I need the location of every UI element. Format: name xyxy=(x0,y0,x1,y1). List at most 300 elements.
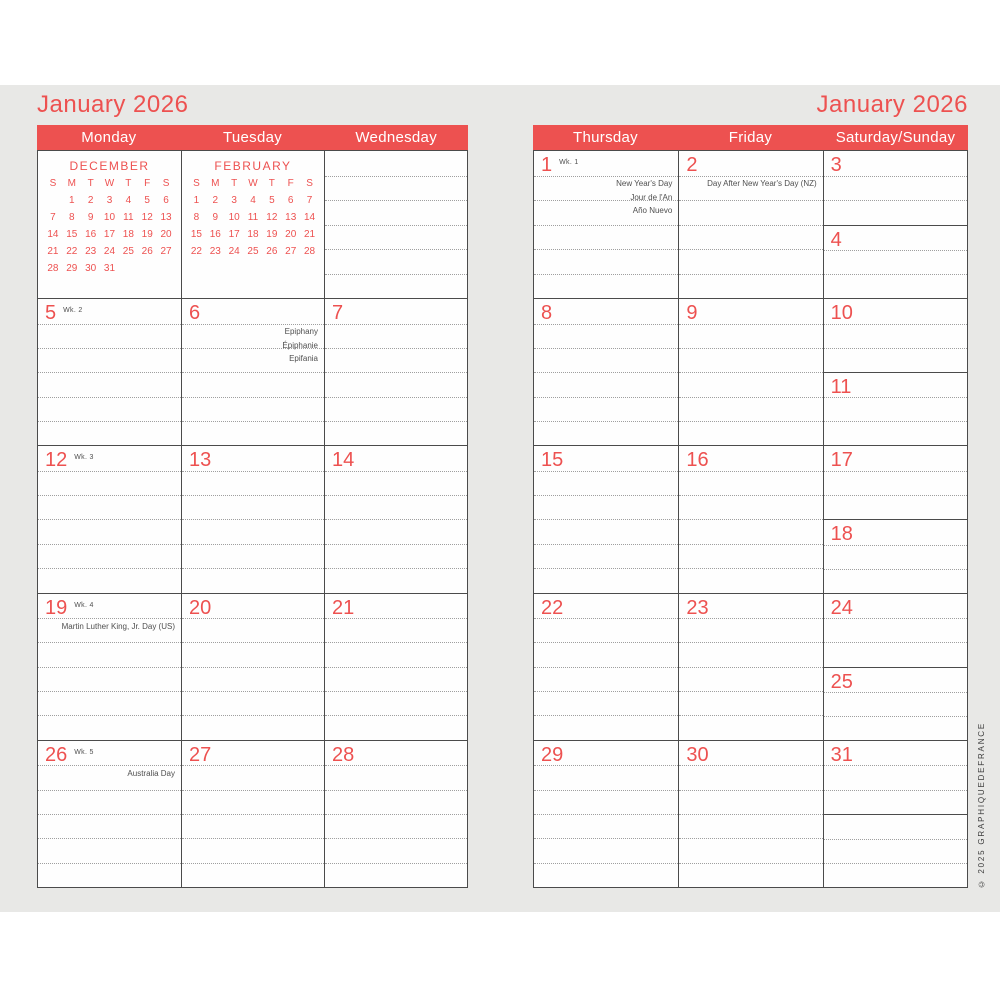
ruled-line xyxy=(38,544,181,545)
date-label xyxy=(831,376,852,399)
left-page xyxy=(37,85,468,912)
mini-date-number: 7 xyxy=(50,212,56,223)
ruled-line xyxy=(824,569,967,570)
mini-date-number: 9 xyxy=(87,212,94,223)
date-label xyxy=(45,744,94,767)
mini-date-number: 10 xyxy=(228,212,240,223)
date-label xyxy=(831,229,842,252)
weekend-cell xyxy=(823,740,967,887)
ruled-line xyxy=(182,642,324,643)
day-cell xyxy=(678,298,822,445)
mini-date-number: 13 xyxy=(160,212,172,223)
mini-date-number: 4 xyxy=(250,195,256,206)
mini-date-number: 9 xyxy=(212,212,219,223)
mini-date-number: 16 xyxy=(209,229,221,240)
ruled-cell xyxy=(324,151,467,298)
mini-date-number: 19 xyxy=(141,229,153,240)
mini-date-number xyxy=(157,260,176,277)
mini-date-number: 11 xyxy=(123,212,134,223)
mini-date-number: 23 xyxy=(85,246,97,257)
weekend-cell xyxy=(823,593,967,740)
mini-calendar-title: DECEMBER xyxy=(69,159,150,173)
ruled-line xyxy=(679,544,822,545)
sunday-half-cell xyxy=(824,372,967,445)
ruled-line xyxy=(325,200,467,201)
day-cell xyxy=(678,740,822,887)
ruled-line xyxy=(824,176,967,177)
mini-date-number: 13 xyxy=(285,212,297,223)
ruled-line xyxy=(325,814,467,815)
ruled-line xyxy=(679,814,822,815)
ruled-line xyxy=(534,519,678,520)
day-cell xyxy=(324,445,467,592)
date-label xyxy=(45,597,94,620)
mini-weekday-label: S xyxy=(306,178,313,189)
date-number: 17 xyxy=(830,449,853,472)
mini-weekday-label: S xyxy=(193,178,200,189)
week-number-label: Wk. 4 xyxy=(74,601,94,609)
ruled-line xyxy=(679,790,822,791)
mini-weekday-label: S xyxy=(162,178,170,189)
day-cell xyxy=(324,298,467,445)
ruled-line xyxy=(824,348,967,349)
mini-calendar-title: FEBRUARY xyxy=(214,159,292,173)
mini-date-number: 28 xyxy=(47,263,59,274)
ruled-line xyxy=(182,519,324,520)
ruled-line xyxy=(325,715,467,716)
saturday-half-cell xyxy=(824,299,967,372)
holiday-label: Martin Luther King, Jr. Day (US) xyxy=(61,621,175,631)
mini-date-number: 22 xyxy=(190,246,202,257)
date-label xyxy=(541,744,563,767)
mini-date-number: 10 xyxy=(103,212,116,223)
ruled-line xyxy=(182,863,324,864)
ruled-line xyxy=(182,544,324,545)
date-number: 24 xyxy=(830,596,853,619)
ruled-line xyxy=(182,838,324,839)
mini-date-number: 26 xyxy=(266,246,278,257)
ruled-line xyxy=(534,715,678,716)
mini-date-number: 8 xyxy=(68,212,75,223)
date-label xyxy=(831,744,853,767)
ruled-line xyxy=(38,348,181,349)
ruled-line xyxy=(679,667,822,668)
day-cell xyxy=(181,298,324,445)
sunday-half-cell xyxy=(824,667,967,740)
ruled-line xyxy=(679,838,822,839)
day-cell xyxy=(324,593,467,740)
ruled-line xyxy=(679,863,822,864)
ruled-line xyxy=(824,200,967,201)
ruled-line xyxy=(325,324,467,325)
calendar-grid-left xyxy=(37,150,468,888)
holiday-label: Australia Day xyxy=(127,768,175,778)
date-label xyxy=(332,449,354,472)
day-cell xyxy=(534,151,678,298)
date-number: 10 xyxy=(830,302,853,325)
date-number: 30 xyxy=(686,743,709,766)
date-label xyxy=(541,449,563,472)
ruled-line xyxy=(325,397,467,398)
date-number: 9 xyxy=(686,302,698,325)
weekday-header-tuesday: Tuesday xyxy=(222,129,283,146)
ruled-line xyxy=(679,642,822,643)
weekend-cell xyxy=(823,298,967,445)
mini-date-number: 19 xyxy=(266,229,278,240)
holiday-labels xyxy=(62,620,175,634)
mini-date-number: 29 xyxy=(66,263,78,274)
date-number: 18 xyxy=(830,523,853,546)
ruled-line xyxy=(679,495,822,496)
date-number: 25 xyxy=(830,670,853,693)
mini-date-number: 23 xyxy=(209,246,221,257)
mini-date-number: 5 xyxy=(144,195,150,206)
holiday-label: Jour de l'An xyxy=(630,192,673,202)
holiday-label: Épiphanie xyxy=(282,340,318,350)
right-page xyxy=(533,85,968,912)
ruled-line xyxy=(38,495,181,496)
date-number: 21 xyxy=(332,596,355,619)
date-label xyxy=(45,449,94,472)
ruled-line xyxy=(824,839,967,840)
saturday-half-cell xyxy=(824,741,967,814)
ruled-line xyxy=(182,397,324,398)
holiday-labels xyxy=(282,325,318,366)
mini-date-number xyxy=(138,260,157,277)
week-number-label: Wk. 5 xyxy=(74,748,94,756)
mini-date-number: 25 xyxy=(122,246,134,257)
ruled-line xyxy=(325,249,467,250)
ruled-line xyxy=(38,397,181,398)
day-cell xyxy=(534,593,678,740)
day-cell xyxy=(38,593,181,740)
ruled-line xyxy=(182,568,324,569)
ruled-line xyxy=(534,642,678,643)
weekday-header-thursday: Thursday xyxy=(573,129,638,146)
ruled-line xyxy=(38,838,181,839)
saturday-half-cell xyxy=(824,151,967,225)
date-number: 28 xyxy=(332,743,355,766)
ruled-line xyxy=(534,863,678,864)
day-cell xyxy=(678,593,822,740)
mini-date-number: 15 xyxy=(66,229,78,240)
ruled-line xyxy=(679,274,822,275)
day-cell xyxy=(534,740,678,887)
holiday-label: Day After New Year's Day (NZ) xyxy=(707,179,817,188)
ruled-line xyxy=(824,863,967,864)
date-number: 14 xyxy=(332,449,355,472)
date-label xyxy=(831,597,853,620)
ruled-line xyxy=(325,519,467,520)
mini-date-number: 24 xyxy=(103,246,116,257)
ruled-line xyxy=(679,519,822,520)
mini-date-number: 27 xyxy=(160,246,172,257)
weekday-header-wednesday: Wednesday xyxy=(355,129,437,146)
mini-date-number: 11 xyxy=(247,212,259,223)
day-cell xyxy=(534,445,678,592)
ruled-line xyxy=(325,863,467,864)
ruled-line xyxy=(182,691,324,692)
date-number: 7 xyxy=(332,302,344,325)
ruled-line xyxy=(534,790,678,791)
planner-spread-background xyxy=(0,85,1000,912)
mini-weekday-label: W xyxy=(104,178,115,189)
mini-weekday-label: W xyxy=(248,178,258,189)
date-number: 13 xyxy=(189,449,212,472)
mini-date-number: 3 xyxy=(231,195,237,206)
date-label xyxy=(332,302,343,325)
ruled-line xyxy=(325,348,467,349)
ruled-line xyxy=(534,372,678,373)
ruled-line xyxy=(534,495,678,496)
ruled-line xyxy=(534,274,678,275)
ruled-line xyxy=(824,421,967,422)
ruled-line xyxy=(325,176,467,177)
ruled-line xyxy=(534,838,678,839)
week-number-label: Wk. 1 xyxy=(559,159,579,166)
mini-date-number: 30 xyxy=(85,263,97,274)
weekday-header-saturday-sunday: Saturday/Sunday xyxy=(835,129,956,146)
mini-date-number: 18 xyxy=(247,229,259,240)
date-number: 11 xyxy=(830,376,852,399)
ruled-line xyxy=(824,250,967,251)
date-label xyxy=(332,744,354,767)
mini-calendar-grid xyxy=(44,175,176,277)
ruled-line xyxy=(38,568,181,569)
date-label xyxy=(541,302,552,325)
mini-date-number: 6 xyxy=(163,195,169,206)
ruled-line xyxy=(534,667,678,668)
date-number: 5 xyxy=(45,302,57,325)
mini-date-number: 12 xyxy=(141,212,153,223)
mini-weekday-label: F xyxy=(144,178,151,189)
mini-date-number xyxy=(44,192,63,209)
ruled-line xyxy=(534,544,678,545)
ruled-line xyxy=(38,863,181,864)
date-label xyxy=(831,154,842,177)
page-title-right: January 2026 xyxy=(816,91,968,118)
mini-weekday-label: T xyxy=(125,178,132,189)
ruled-line xyxy=(325,667,467,668)
date-label xyxy=(686,597,708,620)
date-label xyxy=(541,154,579,177)
ruled-line xyxy=(534,225,678,226)
date-label xyxy=(45,302,83,325)
mini-date-number: 21 xyxy=(304,229,316,240)
saturday-half-cell xyxy=(824,446,967,519)
date-label xyxy=(189,744,211,767)
mini-weekday-label: M xyxy=(67,178,76,189)
mini-date-number: 2 xyxy=(212,195,219,206)
date-number: 6 xyxy=(189,302,201,325)
date-number: 4 xyxy=(830,228,842,251)
ruled-line xyxy=(824,716,967,717)
sunday-half-cell xyxy=(824,519,967,592)
mini-date-number: 17 xyxy=(103,229,116,240)
date-label xyxy=(831,449,853,472)
ruled-line xyxy=(824,495,967,496)
ruled-line xyxy=(182,790,324,791)
mini-calendar-grid xyxy=(187,175,319,260)
date-label xyxy=(541,597,563,620)
date-number: 1 xyxy=(541,154,553,176)
holiday-labels xyxy=(127,767,175,781)
ruled-line xyxy=(679,200,822,201)
date-number: 29 xyxy=(541,743,564,766)
date-label xyxy=(686,744,708,767)
date-number: 31 xyxy=(830,743,853,766)
holiday-label: Epifania xyxy=(289,354,318,364)
weekend-cell xyxy=(823,445,967,592)
date-label xyxy=(831,523,853,546)
mini-date-number: 15 xyxy=(190,229,202,240)
ruled-line xyxy=(182,667,324,668)
ruled-line xyxy=(679,225,822,226)
ruled-line xyxy=(679,372,822,373)
date-number: 26 xyxy=(45,743,68,766)
holiday-label: New Year's Day xyxy=(616,179,673,188)
holiday-labels xyxy=(707,177,817,191)
sunday-half-cell xyxy=(824,225,967,299)
calendar-grid-right xyxy=(533,150,968,888)
mini-date-number: 1 xyxy=(193,195,200,206)
mini-weekday-label: T xyxy=(268,178,275,189)
mini-weekday-label: M xyxy=(211,178,220,189)
day-cell xyxy=(678,151,822,298)
day-cell xyxy=(38,298,181,445)
date-number: 22 xyxy=(541,596,564,619)
mini-weekday-label: F xyxy=(287,178,294,189)
date-number: 16 xyxy=(686,449,709,472)
ruled-line xyxy=(679,324,822,325)
ruled-line xyxy=(824,790,967,791)
mini-date-number: 25 xyxy=(247,246,259,257)
mini-date-number: 3 xyxy=(106,195,113,206)
date-label xyxy=(831,671,853,694)
date-label xyxy=(686,449,708,472)
ruled-line xyxy=(325,495,467,496)
mini-weekday-label: S xyxy=(49,178,57,189)
weekend-cell xyxy=(823,151,967,298)
day-cell xyxy=(181,740,324,887)
ruled-line xyxy=(679,568,822,569)
mini-date-number: 7 xyxy=(306,195,313,206)
saturday-half-cell xyxy=(824,594,967,667)
mini-date-number: 1 xyxy=(68,195,75,206)
mini-calendar xyxy=(187,159,319,260)
mini-date-number: 12 xyxy=(266,212,278,223)
date-label xyxy=(189,302,200,325)
ruled-line xyxy=(325,421,467,422)
mini-date-number: 22 xyxy=(66,246,78,257)
mini-calendar xyxy=(44,159,176,277)
week-number-label: Wk. 3 xyxy=(74,454,94,462)
ruled-line xyxy=(325,691,467,692)
ruled-line xyxy=(679,691,822,692)
ruled-line xyxy=(182,495,324,496)
day-cell xyxy=(181,593,324,740)
ruled-line xyxy=(824,274,967,275)
ruled-line xyxy=(534,397,678,398)
holiday-label: Año Nuevo xyxy=(632,206,673,215)
day-cell xyxy=(324,740,467,887)
date-number: 12 xyxy=(45,449,68,472)
date-number: 8 xyxy=(541,302,553,325)
weekday-header-monday: Monday xyxy=(81,129,137,146)
weekday-header-bar-right xyxy=(533,125,968,150)
ruled-line xyxy=(679,421,822,422)
mini-date-number: 16 xyxy=(85,229,97,240)
ruled-line xyxy=(38,519,181,520)
mini-date-number: 31 xyxy=(103,263,116,274)
ruled-line xyxy=(38,667,181,668)
date-label xyxy=(332,597,354,620)
ruled-line xyxy=(534,249,678,250)
ruled-line xyxy=(38,421,181,422)
mini-date-number xyxy=(119,260,138,277)
mini-calendar-cell xyxy=(38,151,181,298)
mini-date-number: 26 xyxy=(141,246,153,257)
mini-date-number: 14 xyxy=(304,212,316,223)
date-label xyxy=(189,597,211,620)
date-number: 27 xyxy=(189,743,212,766)
ruled-line xyxy=(38,372,181,373)
ruled-line xyxy=(38,790,181,791)
ruled-line xyxy=(182,715,324,716)
ruled-line xyxy=(679,348,822,349)
mini-date-number: 24 xyxy=(228,246,240,257)
day-cell xyxy=(38,740,181,887)
mini-date-number: 4 xyxy=(125,195,132,206)
date-label xyxy=(189,449,211,472)
page-title-left: January 2026 xyxy=(37,91,189,118)
mini-date-number: 5 xyxy=(269,195,275,206)
ruled-line xyxy=(824,642,967,643)
date-number: 15 xyxy=(541,449,564,472)
ruled-line xyxy=(38,814,181,815)
ruled-line xyxy=(534,348,678,349)
ruled-line xyxy=(534,421,678,422)
date-label xyxy=(686,154,697,177)
ruled-line xyxy=(325,568,467,569)
ruled-line xyxy=(325,838,467,839)
mini-date-number: 17 xyxy=(228,229,240,240)
mini-calendar-cell xyxy=(181,151,324,298)
date-number: 19 xyxy=(45,596,68,619)
date-number: 20 xyxy=(189,596,212,619)
mini-date-number: 28 xyxy=(304,246,316,257)
ruled-line xyxy=(182,421,324,422)
ruled-line xyxy=(679,715,822,716)
week-number-label: Wk. 2 xyxy=(63,307,83,315)
weekday-header-friday: Friday xyxy=(728,129,773,146)
date-label xyxy=(831,302,853,325)
mini-date-number: 2 xyxy=(87,195,94,206)
ruled-line xyxy=(38,691,181,692)
ruled-line xyxy=(182,372,324,373)
ruled-line xyxy=(325,225,467,226)
ruled-line xyxy=(182,814,324,815)
day-cell xyxy=(38,445,181,592)
ruled-line xyxy=(325,274,467,275)
mini-date-number: 8 xyxy=(193,212,200,223)
ruled-line xyxy=(38,642,181,643)
ruled-line xyxy=(534,568,678,569)
date-number: 3 xyxy=(830,154,842,176)
ruled-line xyxy=(534,324,678,325)
mini-date-number: 27 xyxy=(285,246,297,257)
holiday-label: Epiphany xyxy=(284,327,318,337)
